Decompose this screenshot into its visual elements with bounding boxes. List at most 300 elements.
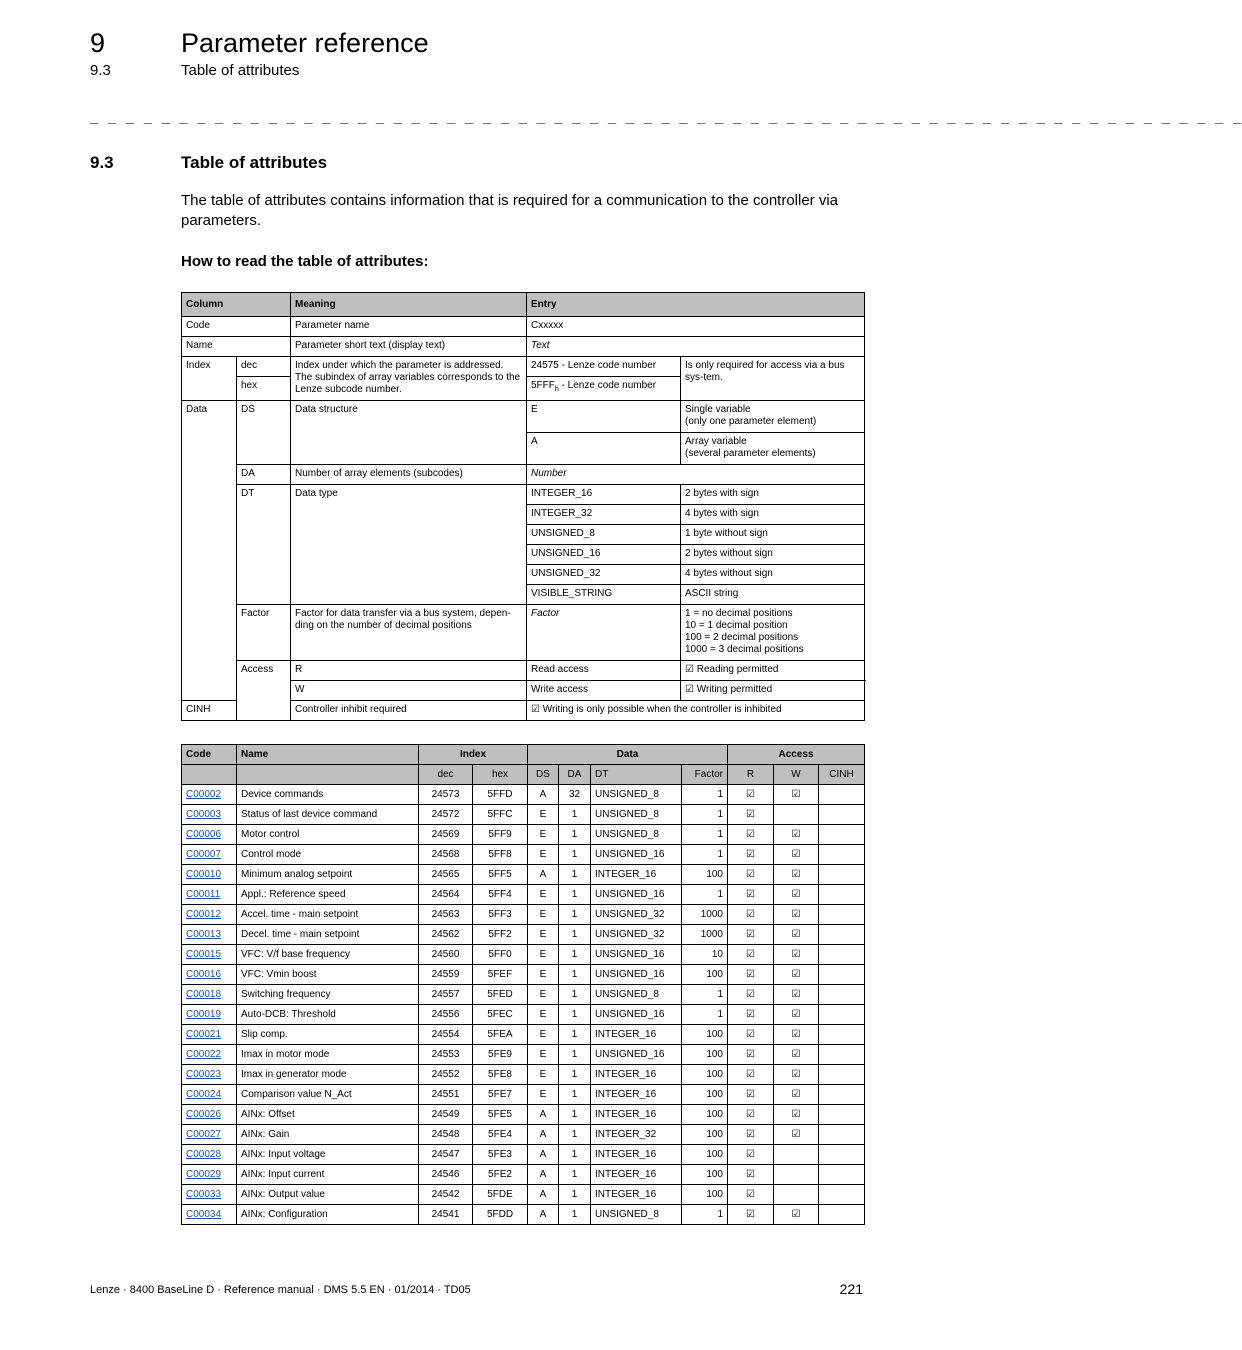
attributes-table [181,744,865,1225]
header-w: W [774,765,819,785]
cell-access-cinh [819,885,865,905]
legend-cell [681,433,865,465]
cell-access-w: ☑ [774,1125,819,1145]
legend-line: 100 = 2 decimal positions [685,632,799,643]
cell-data-ds: A [528,785,559,805]
cell-access-w: ☑ [774,845,819,865]
chapter-number: 9 [90,28,106,58]
legend-line: (only one parameter element) [685,416,817,427]
table-row [182,825,865,845]
cell-index-hex: 5FEC [473,1005,528,1025]
table-row [182,1105,865,1125]
code-link[interactable]: C00016 [186,968,222,980]
code-link[interactable]: C00018 [186,988,222,1000]
code-link[interactable]: C00029 [186,1168,222,1180]
cell-data-dt: INTEGER_16 [591,1025,682,1045]
cell-param-name: VFC: V/f base frequency [237,945,419,965]
legend-cell: Number [527,465,865,485]
cell-access-w: ☑ [774,785,819,805]
code-link[interactable]: C00027 [186,1128,222,1140]
cell-access-cinh [819,985,865,1005]
header-dt: DT [591,765,682,785]
cell-data-ds: E [528,965,559,985]
cell-code-link [182,1165,237,1185]
cell-access-cinh [819,1065,865,1085]
cell-data-da: 1 [559,1065,591,1085]
cell-data-da: 1 [559,1105,591,1125]
cell-data-factor: 100 [682,1165,728,1185]
cell-access-r: ☑ [728,785,774,805]
cell-index-hex: 5FEF [473,965,528,985]
cell-data-factor: 1 [682,825,728,845]
cell-data-factor: 1000 [682,905,728,925]
cell-param-name: Accel. time - main setpoint [237,905,419,925]
cell-data-dt: UNSIGNED_16 [591,965,682,985]
table-row [182,1065,865,1085]
header-blank [182,765,237,785]
cell-index-dec: 24559 [419,965,473,985]
cell-data-ds: E [528,1025,559,1045]
legend-cell: UNSIGNED_8 [527,525,681,545]
cell-data-dt: UNSIGNED_16 [591,1045,682,1065]
cell-data-da: 32 [559,785,591,805]
cell-data-factor: 100 [682,1045,728,1065]
legend-table [181,292,865,721]
legend-cell: hex [237,377,291,401]
cell-data-da: 1 [559,905,591,925]
cell-code-link [182,1085,237,1105]
cell-data-dt: INTEGER_16 [591,1085,682,1105]
code-link[interactable]: C00023 [186,1068,222,1080]
legend-cell: INTEGER_16 [527,485,681,505]
running-section-title: Table of attributes [181,62,300,79]
cell-code-link [182,1145,237,1165]
legend-cell: Name [182,337,291,357]
legend-line: 1 = no decimal positions [685,608,793,619]
cell-index-dec: 24548 [419,1125,473,1145]
cell-data-ds: A [528,1165,559,1185]
legend-cell: DS [237,401,291,465]
code-link[interactable]: C00007 [186,848,222,860]
legend-cell: Cxxxxx [527,317,865,337]
cell-data-da: 1 [559,885,591,905]
cell-data-dt: INTEGER_16 [591,1065,682,1085]
cell-data-da: 1 [559,985,591,1005]
cell-data-dt: INTEGER_32 [591,1125,682,1145]
cell-access-cinh [819,965,865,985]
cell-data-ds: E [528,1085,559,1105]
cell-access-cinh [819,865,865,885]
cell-access-r: ☑ [728,1165,774,1185]
cell-index-dec: 24573 [419,785,473,805]
legend-cell: Data structure [291,401,527,465]
legend-cell: A [527,433,681,465]
cell-data-dt: INTEGER_16 [591,1105,682,1125]
cell-access-cinh [819,1165,865,1185]
cell-data-factor: 100 [682,865,728,885]
legend-line: 10 = 1 decimal position [685,620,788,631]
cell-access-cinh [819,945,865,965]
code-link[interactable]: C00012 [186,908,222,920]
cell-data-dt: INTEGER_16 [591,865,682,885]
cell-code-link [182,925,237,945]
code-link[interactable]: C00028 [186,1148,222,1160]
cell-access-r: ☑ [728,1045,774,1065]
cell-data-da: 1 [559,1085,591,1105]
cell-data-ds: E [528,1045,559,1065]
legend-cell: Read access [527,661,681,681]
cell-access-w [774,1165,819,1185]
cell-data-da: 1 [559,1045,591,1065]
cell-access-cinh [819,1205,865,1225]
section-number: 9.3 [90,153,114,172]
cell-data-dt: INTEGER_16 [591,1145,682,1165]
legend-cell: R [291,661,527,681]
cell-access-cinh [819,845,865,865]
cell-data-da: 1 [559,965,591,985]
cell-access-w: ☑ [774,985,819,1005]
header-code: Code [182,745,237,765]
code-link[interactable]: C00003 [186,808,222,820]
table-row [182,1085,865,1105]
cell-index-dec: 24569 [419,825,473,845]
running-section-number: 9.3 [90,62,111,79]
cell-data-dt: UNSIGNED_32 [591,925,682,945]
cell-data-factor: 1 [682,1205,728,1225]
cell-data-dt: UNSIGNED_8 [591,785,682,805]
legend-cell: Factor [237,605,291,661]
cell-data-ds: E [528,825,559,845]
legend-line: Array variable [685,436,747,447]
code-link[interactable]: C00015 [186,948,222,960]
cell-data-factor: 1 [682,1005,728,1025]
cell-access-w [774,805,819,825]
cell-access-w: ☑ [774,1065,819,1085]
cell-code-link [182,1205,237,1225]
code-link[interactable]: C00033 [186,1188,222,1200]
cell-access-w: ☑ [774,865,819,885]
cell-data-factor: 1 [682,885,728,905]
cell-data-dt: UNSIGNED_16 [591,1005,682,1025]
cell-access-w: ☑ [774,965,819,985]
table-row [182,1025,865,1045]
cell-access-cinh [819,1185,865,1205]
cell-data-factor: 1 [682,785,728,805]
table-row [182,965,865,985]
cell-param-name: AINx: Input current [237,1165,419,1185]
cell-access-cinh [819,925,865,945]
cell-data-factor: 1 [682,985,728,1005]
cell-data-ds: E [528,885,559,905]
cell-access-w: ☑ [774,825,819,845]
legend-cell: Text [527,337,865,357]
cell-index-dec: 24565 [419,865,473,885]
cell-data-dt: INTEGER_16 [591,1185,682,1205]
cell-index-hex: 5FF5 [473,865,528,885]
legend-cell: 4 bytes with sign [681,505,865,525]
page-number: 221 [839,1281,863,1297]
legend-cell: DA [237,465,291,485]
cell-access-r: ☑ [728,1205,774,1225]
header-index: Index [419,745,528,765]
legend-cell: E [527,401,681,433]
cell-index-hex: 5FF9 [473,825,528,845]
cell-index-hex: 5FE5 [473,1105,528,1125]
cell-access-w: ☑ [774,1085,819,1105]
legend-cell: 4 bytes without sign [681,565,865,585]
legend-cell [527,377,681,401]
cell-data-da: 1 [559,1165,591,1185]
code-link[interactable]: C00026 [186,1108,222,1120]
cell-index-hex: 5FE3 [473,1145,528,1165]
cell-index-hex: 5FF2 [473,925,528,945]
cell-access-r: ☑ [728,865,774,885]
legend-cell: CINH [182,701,237,721]
code-link[interactable]: C00034 [186,1208,222,1220]
code-link[interactable]: C00011 [186,888,221,900]
cell-param-name: Control mode [237,845,419,865]
legend-cell: Number of array elements (subcodes) [291,465,527,485]
cell-index-hex: 5FF3 [473,905,528,925]
cell-data-da: 1 [559,925,591,945]
cell-data-factor: 100 [682,965,728,985]
cell-param-name: AINx: Configuration [237,1205,419,1225]
code-link[interactable]: C00013 [186,928,222,940]
cell-code-link [182,885,237,905]
cell-data-dt: UNSIGNED_8 [591,1205,682,1225]
cell-param-name: Switching frequency [237,985,419,1005]
cell-param-name: Comparison value N_Act [237,1085,419,1105]
cell-code-link [182,825,237,845]
legend-header-entry: Entry [527,293,865,317]
cell-index-dec: 24549 [419,1105,473,1125]
hex-entry-post: - Lenze code number [558,380,657,391]
cell-access-r: ☑ [728,1065,774,1085]
cell-data-ds: E [528,905,559,925]
code-link[interactable]: C00010 [186,868,222,880]
cell-data-factor: 1 [682,805,728,825]
cell-access-r: ☑ [728,985,774,1005]
cell-access-w: ☑ [774,1205,819,1225]
cell-code-link [182,1125,237,1145]
cell-access-r: ☑ [728,905,774,925]
cell-access-cinh [819,1085,865,1105]
cell-index-dec: 24554 [419,1025,473,1045]
cell-access-r: ☑ [728,805,774,825]
legend-cell: Parameter short text (display text) [291,337,527,357]
header-dec: dec [419,765,473,785]
cell-param-name: AINx: Gain [237,1125,419,1145]
cell-data-da: 1 [559,1145,591,1165]
cell-access-w: ☑ [774,885,819,905]
header-factor: Factor [682,765,728,785]
table-row [182,785,865,805]
cell-data-dt: UNSIGNED_32 [591,905,682,925]
legend-header-column: Column [182,293,291,317]
cell-data-factor: 100 [682,1025,728,1045]
code-link[interactable]: C00021 [186,1028,222,1040]
cell-index-hex: 5FEA [473,1025,528,1045]
cell-data-ds: E [528,845,559,865]
table-row [182,1045,865,1065]
cell-index-dec: 24541 [419,1205,473,1225]
cell-code-link [182,1185,237,1205]
cell-data-dt: INTEGER_16 [591,1165,682,1185]
cell-code-link [182,785,237,805]
cell-index-hex: 5FDE [473,1185,528,1205]
cell-code-link [182,965,237,985]
table-row [182,1205,865,1225]
cell-index-hex: 5FFD [473,785,528,805]
cell-data-ds: E [528,985,559,1005]
cell-access-w [774,1145,819,1165]
legend-cell [681,401,865,433]
cell-param-name: AINx: Output value [237,1185,419,1205]
cell-access-cinh [819,1045,865,1065]
cell-data-da: 1 [559,805,591,825]
legend-cell: Data type [291,485,527,605]
header-access: Access [728,745,865,765]
separator-line: _ _ _ _ _ _ _ _ _ _ _ _ _ _ _ _ _ _ _ _ _ _ _ _ _ _ _ _ _ _ _ _ _ _ _ _ _ _ _ _ _ _ _ _ _ _ _ _ _ _ _ _ _ _ _ _ _ _ _ _ _ _ _ _ _ [90,108,1242,124]
cell-index-dec: 24547 [419,1145,473,1165]
cell-index-hex: 5FF0 [473,945,528,965]
cell-code-link [182,1045,237,1065]
cell-index-dec: 24568 [419,845,473,865]
table-row [182,1185,865,1205]
cell-index-hex: 5FE8 [473,1065,528,1085]
cell-index-dec: 24552 [419,1065,473,1085]
legend-cell: Write access [527,681,681,701]
cell-data-ds: A [528,1125,559,1145]
cell-access-w: ☑ [774,945,819,965]
cell-access-w: ☑ [774,905,819,925]
table-row [182,985,865,1005]
table-row [182,1125,865,1145]
legend-cell: dec [237,357,291,377]
cell-param-name: Imax in generator mode [237,1065,419,1085]
cell-access-cinh [819,805,865,825]
code-link[interactable]: C00024 [186,1088,222,1100]
cell-index-dec: 24560 [419,945,473,965]
table-row [182,905,865,925]
legend-cell: Is only required for access via a bus sys-tem. [681,357,865,401]
legend-cell: Code [182,317,291,337]
cell-param-name: Auto-DCB: Threshold [237,1005,419,1025]
cell-index-dec: 24542 [419,1185,473,1205]
legend-cell: ASCII string [681,585,865,605]
legend-cell: DT [237,485,291,605]
cell-index-dec: 24546 [419,1165,473,1185]
cell-code-link [182,845,237,865]
cell-param-name: AINx: Offset [237,1105,419,1125]
code-link[interactable]: C00022 [186,1048,222,1060]
howto-heading: How to read the table of attributes: [181,253,429,270]
cell-access-cinh [819,785,865,805]
table-row [182,845,865,865]
attributes-body [182,785,865,1225]
legend-line: (several parameter elements) [685,448,816,459]
cell-data-factor: 100 [682,1125,728,1145]
table-row [182,1165,865,1185]
cell-param-name: AINx: Input voltage [237,1145,419,1165]
legend-cell: ☑ Reading permitted [681,661,865,681]
legend-cell: UNSIGNED_16 [527,545,681,565]
header-name: Name [237,745,419,765]
cell-access-r: ☑ [728,1185,774,1205]
code-link[interactable]: C00002 [186,788,222,800]
cell-data-ds: E [528,1005,559,1025]
cell-data-ds: A [528,1145,559,1165]
cell-data-ds: E [528,805,559,825]
cell-data-dt: UNSIGNED_16 [591,845,682,865]
legend-cell: 1 byte without sign [681,525,865,545]
cell-data-da: 1 [559,865,591,885]
cell-param-name: Device commands [237,785,419,805]
cell-param-name: Slip comp. [237,1025,419,1045]
cell-access-cinh [819,1125,865,1145]
hex-entry-sub: h [554,386,559,393]
cell-index-dec: 24564 [419,885,473,905]
cell-access-w: ☑ [774,925,819,945]
cell-index-hex: 5FFC [473,805,528,825]
table-row [182,1005,865,1025]
code-link[interactable]: C00019 [186,1008,222,1020]
cell-access-r: ☑ [728,1105,774,1125]
legend-line: 1000 = 3 decimal positions [685,644,804,655]
cell-data-factor: 100 [682,1185,728,1205]
footer-text: Lenze · 8400 BaseLine D · Reference manual · DMS 5.5 EN · 01/2014 · TD05 [90,1284,471,1296]
cell-code-link [182,1065,237,1085]
cell-access-w [774,1185,819,1205]
legend-cell: 2 bytes without sign [681,545,865,565]
cell-data-factor: 100 [682,1145,728,1165]
cell-data-factor: 100 [682,1105,728,1125]
legend-cell: Controller inhibit required [291,701,527,721]
legend-cell: W [291,681,527,701]
header-data: Data [528,745,728,765]
cell-access-r: ☑ [728,1025,774,1045]
cell-index-hex: 5FF8 [473,845,528,865]
cell-access-r: ☑ [728,825,774,845]
cell-access-r: ☑ [728,1125,774,1145]
legend-cell: Index under which the parameter is addressed. The subindex of array variables corresponds to the Lenze subcode number. [291,357,527,401]
cell-data-da: 1 [559,845,591,865]
cell-index-hex: 5FE2 [473,1165,528,1185]
cell-index-dec: 24553 [419,1045,473,1065]
cell-data-ds: E [528,945,559,965]
cell-data-ds: A [528,1205,559,1225]
cell-index-dec: 24551 [419,1085,473,1105]
cell-data-dt: UNSIGNED_8 [591,805,682,825]
hex-entry-pre: 5FFF [531,380,555,391]
header-cinh: CINH [819,765,865,785]
table-row [182,925,865,945]
code-link[interactable]: C00006 [186,828,222,840]
cell-access-r: ☑ [728,925,774,945]
header-ds: DS [528,765,559,785]
cell-data-da: 1 [559,1125,591,1145]
cell-data-ds: A [528,865,559,885]
intro-paragraph: The table of attributes contains information that is required for a communication to the controller via parameters. [181,192,839,229]
cell-access-r: ☑ [728,965,774,985]
cell-param-name: Motor control [237,825,419,845]
cell-data-factor: 100 [682,1085,728,1105]
cell-data-factor: 1 [682,845,728,865]
legend-cell: 24575 - Lenze code number [527,357,681,377]
legend-cell: Data [182,401,237,701]
header-blank [237,765,419,785]
cell-access-cinh [819,1005,865,1025]
